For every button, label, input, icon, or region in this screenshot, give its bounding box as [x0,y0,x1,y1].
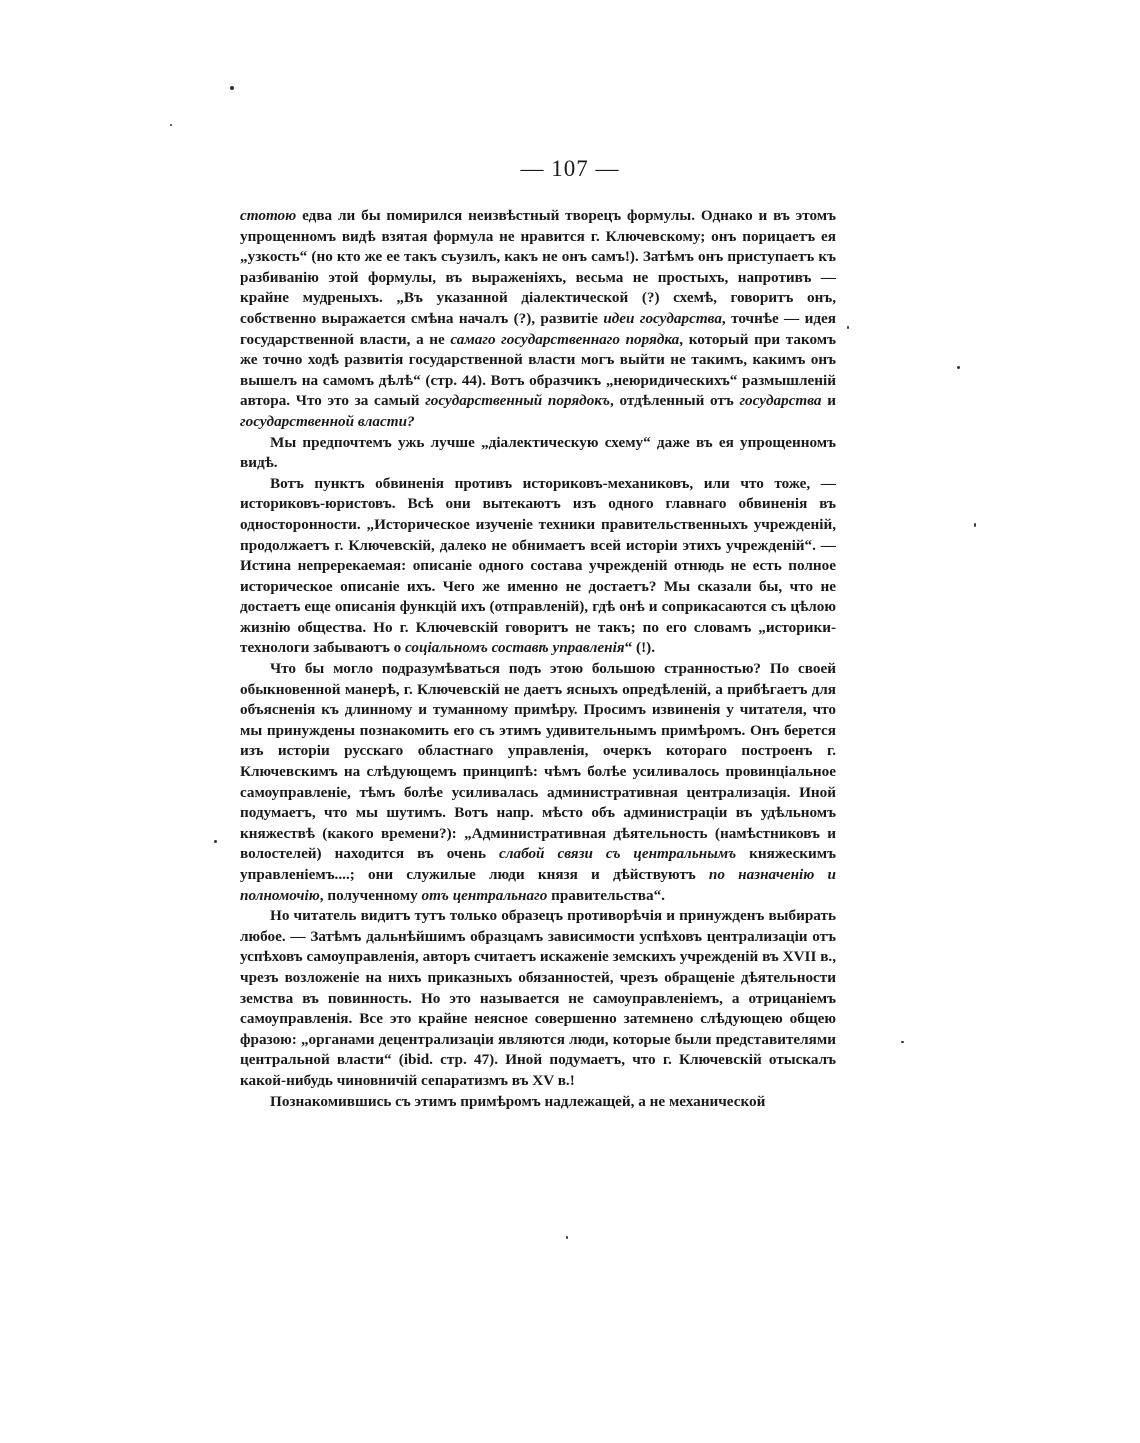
scan-speck [214,840,217,843]
text-segment: Мы предпочтемъ ужь лучше „діалектическую схему“ даже въ ея упрощенномъ видѣ. [240,433,836,472]
page-number: — 107 — [520,156,620,181]
text-segment: Что бы могло подразумѣваться подъ этою большою странностью? По своей обыкновенной манерѣ, г. Ключевскій не даетъ ясныхъ опредѣленій, а прибѣгаетъ для объясненія къ длинному и туманному примѣру. Просимъ извиненія у читателя, что мы принуждены познакомить его съ этимъ удивительнымъ примѣромъ. Онъ берется изъ исторіи русскаго областнаго управленія, очеркъ котораго построенъ г. Ключевскимъ на слѣдующемъ принципѣ: чѣмъ болѣе усиливалось провинціальное самоуправленіе, тѣмъ болѣе усиливалась административная централизація. Иной подумаетъ, что мы шутимъ. Вотъ напр. мѣсто объ администраціи въ удѣльномъ княжествѣ (какого времени?): „Административная дѣятельность (намѣстниковъ и волостелей) находится въ очень [240,660,836,863]
text-segment: Но читатель видитъ тутъ только образецъ противорѣчія и принужденъ выбирать любое. — Затѣмъ дальнѣйшимъ образцамъ зависимости успѣховъ централизаціи отъ успѣховъ самоуправленія, авторъ считаетъ искаженіе земскихъ учрежденій въ XVII в., чрезъ возложеніе на нихъ приказныхъ обязанностей, чрезъ обращеніе дѣятельности земства въ повинность. Но это называется не самоуправленіемъ, а отрицаніемъ самоуправленія. Все это крайне неясное совершенно затемнено слѣдующею общею фразою: „органами децентрализаціи являются люди, которые были представителями центральной власти“ (ibid. стр. 47). Иной подумаетъ, что г. Ключевскій отыскалъ какой-нибудь чиновничій сепаратизмъ въ XV в.! [240,907,836,1089]
scan-speck [974,523,976,527]
scan-speck [847,326,849,329]
text-segment: Вотъ пунктъ обвиненія противъ историковъ-механиковъ, или что тоже, — историковъ-юристовъ. Всѣ они вытекаютъ изъ одного главнаго обвиненія въ односторонности. „Историческое изученіе техники правительственныхъ учрежденій, продолжаетъ г. Ключевскій, далеко не обнимаетъ всей исторіи этихъ учрежденій“. — Истина непререкаемая: описаніе одного состава учрежденій отнюдь не есть полное историческое описаніе ихъ. Чего же именно не достаетъ? Мы сказали бы, что не достаетъ еще описанія функцій ихъ (отправленій), гдѣ онѣ и соприкасаются съ цѣлою жизнію общества. Но г. Ключевскій говоритъ не такъ; по его словамъ „историки-технологи забываютъ о [240,474,836,657]
italic-text: стотою [240,207,297,224]
scan-speck [957,366,960,369]
italic-text: идеи государства [603,309,722,327]
paragraph [240,474,836,659]
italic-text: государственной власти? [240,412,415,430]
text-segment: , отдѣленный отъ [610,392,740,410]
text-segment: княжескимъ управленіемъ....; они служилые люди князя и дѣйствуютъ [240,845,837,883]
italic-text: отъ центральнаго [421,886,548,904]
scan-speck [170,124,172,126]
italic-text: государственный порядокъ [425,392,610,410]
paragraph [240,206,836,433]
italic-text: самаго государственнаго порядка [450,330,680,348]
scan-speck [901,1041,904,1043]
text-segment: , который при такомъ же точно ходѣ развитія государственной власти могъ выйти не такимъ, какимъ онъ вышелъ на самомъ дѣлѣ“ (стр. 44). Вотъ образчикъ „неюридическихъ“ размышленій автора. Что это за самый [240,330,837,410]
text-segment: едва ли бы помирился неизвѣстный творецъ формулы. Однако и въ этомъ упрощенномъ видѣ взятая формула не нравится г. Ключевскому; онъ порицаетъ ея „узкость“ (но кто же ее такъ съузилъ, какъ не онъ самъ!). Затѣмъ онъ приступаетъ къ разбиванію этой формулы, въ выраженіяхъ, весьма не простыхъ, напротивъ — крайне мудреныхъ. „Въ указанной діалектической (?) схемѣ, говоритъ онъ, собственно выражается смѣна началъ (?), развитіе [240,207,836,327]
text-segment: и [821,392,836,410]
text-segment: “ (!). [624,639,656,657]
text-segment: , точнѣе — идея государственной власти, а не [240,309,836,348]
paragraph [240,659,836,906]
paragraph [240,906,836,1091]
scan-speck [230,86,234,90]
italic-text: государства [739,392,822,410]
text-segment: Познакомившись съ этимъ примѣромъ надлежащей, а не механической [270,1092,766,1110]
italic-text: соціальномъ составѣ управленія [405,639,625,657]
paragraph [240,433,836,474]
italic-text: слабой связи съ центральнымъ [498,845,737,863]
paragraph [240,1092,836,1113]
text-segment: , полученному [319,886,422,904]
body-text [240,206,836,1112]
text-segment: правительства“. [547,886,665,904]
scan-speck [566,1236,568,1239]
italic-text: по назначенію и полномочію [240,866,836,904]
